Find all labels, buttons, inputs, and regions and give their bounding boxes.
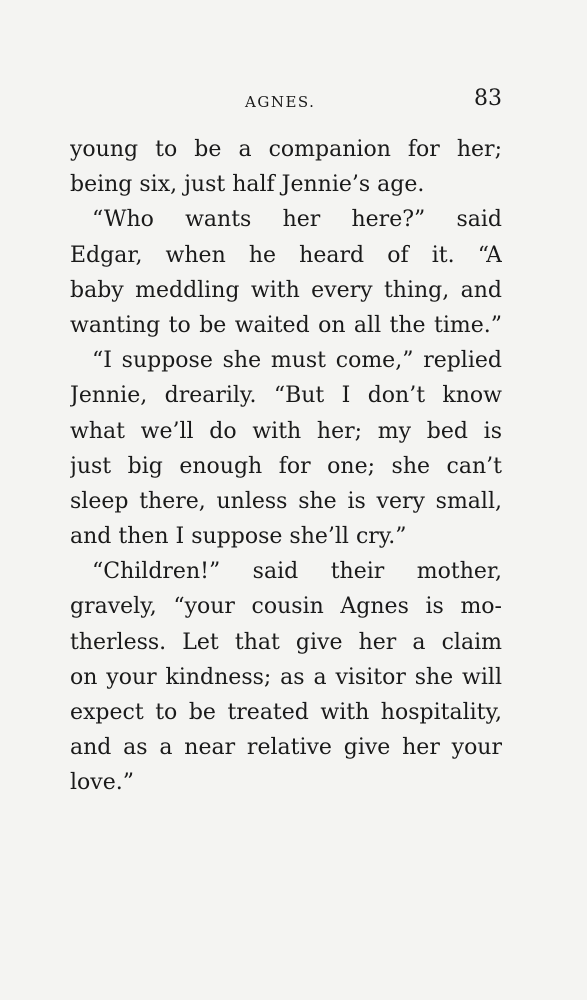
text-line: and then I suppose she’ll cry.” — [70, 524, 407, 550]
page-number: 83 — [474, 86, 502, 111]
text-line: “I suppose she must come,” replied — [92, 348, 502, 374]
text-line: and as a near relative give her your — [70, 735, 502, 761]
text-line: “Children!” said their mother, — [92, 559, 502, 585]
text-line: gravely, “your cousin Agnes is mo- — [70, 594, 502, 620]
text-line: Jennie, drearily. “But I don’t know — [70, 383, 502, 409]
text-line: Edgar, when he heard of it. “A — [70, 242, 502, 268]
running-head — [70, 86, 502, 116]
text-line: love.” — [70, 770, 134, 796]
text-line: expect to be treated with hospitality, — [70, 700, 502, 725]
text-line: baby meddling with every thing, and — [70, 277, 502, 303]
text-line: on your kindness; as a visitor she will — [70, 664, 502, 690]
body-text — [70, 132, 502, 801]
text-line: therless. Let that give her a claim — [70, 629, 502, 655]
text-line: “Who wants her here?” said — [92, 207, 502, 233]
text-line: being six, just half Jennie’s age. — [70, 172, 425, 198]
text-line: just big enough for one; she can’t — [70, 453, 502, 479]
text-line: wanting to be waited on all the time.” — [70, 312, 502, 338]
running-title: AGNES. — [245, 93, 316, 111]
text-line: sleep there, unless she is very small, — [70, 488, 502, 514]
text-line: what we’ll do with her; my bed is — [70, 418, 502, 444]
text-line: young to be a companion for her; — [70, 137, 502, 162]
